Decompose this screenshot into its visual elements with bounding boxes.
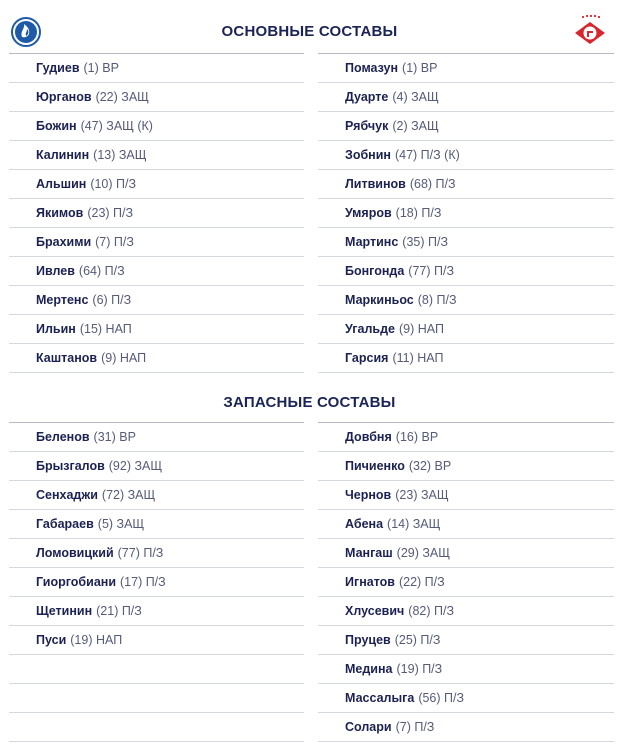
player-number-position: (35) П/З xyxy=(402,235,449,249)
player-name: Пичиенко xyxy=(345,459,405,473)
player-number-position: (8) П/З xyxy=(417,293,457,307)
player-number-position: (15) НАП xyxy=(79,322,132,336)
player-name: Чернов xyxy=(345,488,392,502)
player-name: Солари xyxy=(345,720,392,734)
player-row xyxy=(318,480,614,509)
player-number-position: (32) ВР xyxy=(408,459,452,473)
player-name: Пруцев xyxy=(345,633,391,647)
player-name: Ильин xyxy=(36,322,76,336)
player-name: Щетинин xyxy=(36,604,93,618)
player-row xyxy=(9,314,304,343)
player-name: Умяров xyxy=(345,206,392,220)
player-number-position: (13) ЗАЩ xyxy=(93,148,147,162)
player-name: Медина xyxy=(345,662,393,676)
player-number-position: (23) ЗАЩ xyxy=(395,488,449,502)
player-name: Игнатов xyxy=(345,575,395,589)
player-name: Ломовицкий xyxy=(36,546,114,560)
player-number-position: (16) ВР xyxy=(395,430,439,444)
player-number-position: (77) П/З xyxy=(408,264,455,278)
player-row xyxy=(318,422,614,451)
player-name: Альшин xyxy=(36,177,87,191)
player-number-position: (64) П/З xyxy=(78,264,125,278)
player-name: Гудиев xyxy=(36,61,80,75)
player-row xyxy=(318,509,614,538)
player-row xyxy=(9,712,304,742)
player-number-position: (68) П/З xyxy=(409,177,456,191)
player-number-position: (6) П/З xyxy=(92,293,132,307)
player-row xyxy=(318,538,614,567)
player-row xyxy=(318,654,614,683)
player-name: Рябчук xyxy=(345,119,389,133)
player-number-position: (82) П/З xyxy=(408,604,455,618)
player-name: Божин xyxy=(36,119,77,133)
player-row xyxy=(318,227,614,256)
player-row xyxy=(318,82,614,111)
player-row xyxy=(318,111,614,140)
player-name: Угальде xyxy=(345,322,395,336)
player-row xyxy=(9,53,304,82)
player-name: Мертенс xyxy=(36,293,89,307)
player-row xyxy=(9,256,304,285)
player-row xyxy=(9,169,304,198)
player-row xyxy=(318,625,614,654)
player-row xyxy=(9,111,304,140)
player-number-position: (21) П/З xyxy=(96,604,142,618)
player-number-position: (1) ВР xyxy=(83,61,119,75)
player-row xyxy=(318,596,614,625)
player-row xyxy=(318,169,614,198)
player-name: Якимов xyxy=(36,206,84,220)
player-name: Хлусевич xyxy=(345,604,405,618)
player-row xyxy=(9,567,304,596)
player-name: Калинин xyxy=(36,148,90,162)
player-row xyxy=(318,683,614,712)
player-number-position: (47) ЗАЩ (К) xyxy=(80,119,153,133)
player-name: Сенхаджи xyxy=(36,488,98,502)
player-row xyxy=(318,712,614,742)
player-number-position: (9) НАП xyxy=(398,322,444,336)
player-number-position: (7) П/З xyxy=(395,720,435,734)
player-name: Абена xyxy=(345,517,384,531)
player-number-position: (10) П/З xyxy=(90,177,137,191)
player-number-position: (47) П/З (К) xyxy=(394,148,460,162)
player-row xyxy=(9,82,304,111)
player-row xyxy=(9,451,304,480)
player-row xyxy=(9,538,304,567)
player-number-position: (1) ВР xyxy=(402,61,438,75)
player-row xyxy=(318,198,614,227)
player-name: Бонгонда xyxy=(345,264,405,278)
player-name: Брызгалов xyxy=(36,459,105,473)
player-row xyxy=(9,285,304,314)
player-name: Мангаш xyxy=(345,546,393,560)
player-number-position: (17) П/З xyxy=(120,575,166,589)
substitutes-home xyxy=(9,422,304,742)
player-row xyxy=(9,683,304,712)
player-name: Беленов xyxy=(36,430,90,444)
player-name: Гарсия xyxy=(345,351,389,365)
player-number-position: (22) П/З xyxy=(398,575,445,589)
player-number-position: (7) П/З xyxy=(95,235,134,249)
player-name: Помазун xyxy=(345,61,399,75)
player-row xyxy=(9,480,304,509)
player-name: Массалыга xyxy=(345,691,415,705)
player-row xyxy=(9,654,304,683)
player-row xyxy=(318,451,614,480)
player-number-position: (72) ЗАЩ xyxy=(101,488,156,502)
player-name: Габараев xyxy=(36,517,94,531)
player-name: Дуарте xyxy=(345,90,389,104)
spartak-club-logo-icon xyxy=(572,13,608,49)
player-name: Юрганов xyxy=(36,90,92,104)
player-row xyxy=(9,227,304,256)
player-number-position: (18) П/З xyxy=(395,206,442,220)
player-row xyxy=(318,314,614,343)
substitutes-away xyxy=(318,422,614,742)
player-number-position: (31) ВР xyxy=(93,430,136,444)
player-row xyxy=(318,140,614,169)
player-row xyxy=(318,285,614,314)
player-row xyxy=(9,422,304,451)
section-title-starting: ОСНОВНЫЕ СОСТАВЫ xyxy=(221,23,398,40)
section-title-substitutes: ЗАПАСНЫЕ СОСТАВЫ xyxy=(223,394,396,411)
player-number-position: (25) П/З xyxy=(394,633,441,647)
player-number-position: (22) ЗАЩ xyxy=(95,90,149,104)
player-row xyxy=(9,198,304,227)
player-name: Пуси xyxy=(36,633,67,647)
player-name: Гиоргобиани xyxy=(36,575,116,589)
player-number-position: (23) П/З xyxy=(87,206,134,220)
player-number-position: (19) НАП xyxy=(70,633,123,647)
player-number-position: (5) ЗАЩ xyxy=(97,517,145,531)
player-number-position: (29) ЗАЩ xyxy=(396,546,450,560)
player-row xyxy=(318,567,614,596)
player-name: Брахими xyxy=(36,235,92,249)
player-number-position: (77) П/З xyxy=(117,546,164,560)
player-row xyxy=(318,256,614,285)
player-number-position: (92) ЗАЩ xyxy=(108,459,163,473)
player-name: Мартинс xyxy=(345,235,399,249)
player-row xyxy=(318,53,614,82)
player-name: Довбня xyxy=(345,430,392,444)
player-row xyxy=(9,343,304,373)
starting-lineup-away xyxy=(318,53,614,373)
player-name: Маркиньос xyxy=(345,293,414,307)
player-row xyxy=(318,343,614,373)
player-row xyxy=(9,509,304,538)
player-row xyxy=(9,596,304,625)
player-name: Каштанов xyxy=(36,351,98,365)
player-name: Литвинов xyxy=(345,177,406,191)
player-row xyxy=(9,140,304,169)
player-number-position: (56) П/З xyxy=(418,691,465,705)
player-number-position: (19) П/З xyxy=(396,662,443,676)
player-number-position: (11) НАП xyxy=(392,351,444,365)
player-number-position: (4) ЗАЩ xyxy=(392,90,439,104)
player-name: Зобнин xyxy=(345,148,391,162)
player-number-position: (2) ЗАЩ xyxy=(392,119,439,133)
player-name: Ивлев xyxy=(36,264,75,278)
player-number-position: (14) ЗАЩ xyxy=(387,517,441,531)
player-row xyxy=(9,625,304,654)
player-number-position: (9) НАП xyxy=(101,351,147,365)
starting-lineup-home xyxy=(9,53,304,373)
